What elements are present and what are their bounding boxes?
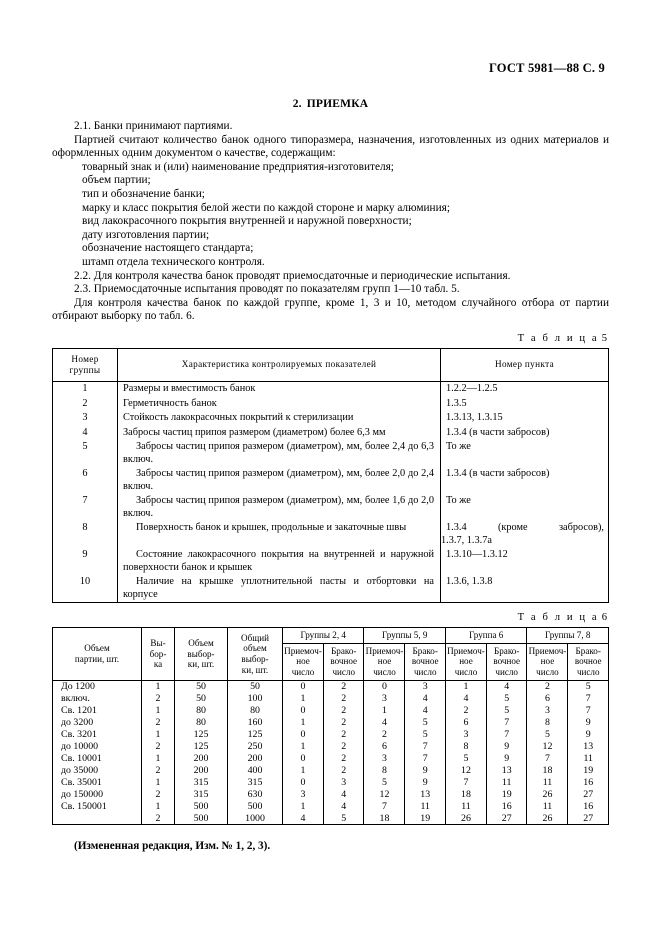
table6-cell-g78-acceptance: 11 <box>527 800 568 812</box>
paragraph-i8: штамп отдела технического контроля. <box>82 255 265 268</box>
table6-col-volume-label: Объем партии, шт. <box>53 628 142 680</box>
table5-cell-reference: То же <box>441 440 609 467</box>
paragraph-i2: объем партии; <box>82 174 151 187</box>
paragraph-p_party: Партией считают количество банок одного типоразмера, назначения, изготовленных из одних материалов и оформленных одним документом о качестве, содержащим: <box>52 133 609 160</box>
paragraph-p21: 2.1. Банки принимают партиями. <box>74 120 233 132</box>
table5-cell-characteristic: Герметичность банок <box>118 397 441 412</box>
table6-cell-g6-rejection: 16 <box>486 800 526 812</box>
table6-cell-sample-number: 2 <box>142 693 175 705</box>
table-row <box>53 494 609 521</box>
table5-cell-reference: 1.3.13, 1.3.15 <box>441 411 609 426</box>
table6-cell-g59-acceptance: 2 <box>364 729 405 741</box>
table6-cell-g59-rejection: 19 <box>405 812 445 824</box>
table6-subheader-rejection: Брако- вочное число <box>568 643 609 680</box>
table-row <box>53 741 609 753</box>
table6-cell-g59-rejection: 7 <box>405 752 445 764</box>
table5-cell-reference: То же <box>441 494 609 521</box>
table5-cell-group: 3 <box>53 411 118 426</box>
table6-cell-g6-acceptance: 8 <box>445 741 486 753</box>
table6-cell-g59-acceptance: 4 <box>364 717 405 729</box>
table6-cell-g6-rejection: 7 <box>486 717 526 729</box>
table5-cell-group: 1 <box>53 381 118 396</box>
table6-cell-g24-acceptance: 1 <box>283 800 324 812</box>
paragraph-i4: марку и класс покрытия белой жести по каждой стороне и марку алюминия; <box>82 201 450 214</box>
table5-reference-line2: 1.3.7, 1.3.7а <box>441 534 492 546</box>
table6-cell-volume: Св. 10001 <box>53 752 142 764</box>
table6-cell-g24-rejection: 2 <box>324 680 364 692</box>
table6-cell-sample-size: 80 <box>175 717 228 729</box>
table6-cell-sample-size: 500 <box>175 812 228 824</box>
table6-group-header-1: Группы 5, 9 <box>364 628 445 644</box>
table6-cell-sample-size: 50 <box>175 693 228 705</box>
table5-cell-group: 4 <box>53 426 118 441</box>
table6-cell-g24-acceptance: 1 <box>283 764 324 776</box>
table6-cell-sample-number: 1 <box>142 776 175 788</box>
table-row <box>53 411 609 426</box>
table6-cell-g24-rejection: 2 <box>324 717 364 729</box>
table6-cell-g6-acceptance: 26 <box>445 812 486 824</box>
table6-cell-g78-acceptance: 6 <box>527 693 568 705</box>
table6-subheader-acceptance: Приемоч- ное число <box>527 643 568 680</box>
table6-subheader-rejection: Брако- вочное число <box>405 643 445 680</box>
table5-head <box>53 348 609 381</box>
table6-cell-g78-acceptance: 26 <box>527 788 568 800</box>
table6-cell-g59-rejection: 5 <box>405 729 445 741</box>
table6-cell-volume: Св. 35001 <box>53 776 142 788</box>
table6-cell-total-size: 500 <box>228 800 283 812</box>
table5-cell-characteristic: Забросы частиц припоя размером (диаметром), мм, более 2,4 до 6,3 включ. <box>118 440 441 467</box>
table6-cell-g78-rejection: 13 <box>568 741 609 753</box>
table6-cell-g6-acceptance: 18 <box>445 788 486 800</box>
table6-cell-sample-size: 125 <box>175 729 228 741</box>
table6-cell-volume: до 150000 <box>53 788 142 800</box>
table6-cell-sample-size: 200 <box>175 752 228 764</box>
table6-cell-sample-number: 2 <box>142 788 175 800</box>
table6-cell-volume: Св. 1201 <box>53 705 142 717</box>
table6-cell-g6-acceptance: 5 <box>445 752 486 764</box>
table5-body <box>53 381 609 602</box>
table-row <box>53 788 609 800</box>
table6-cell-g78-rejection: 16 <box>568 800 609 812</box>
table6-cell-sample-size: 500 <box>175 800 228 812</box>
table5-cell-group: 2 <box>53 397 118 412</box>
table6-cell-volume: До 1200 <box>53 680 142 692</box>
table6-cell-g59-rejection: 3 <box>405 680 445 692</box>
table6-cell-g24-rejection: 5 <box>324 812 364 824</box>
table6-cell-g59-rejection: 13 <box>405 788 445 800</box>
table6-cell-g24-rejection: 3 <box>324 776 364 788</box>
table5-cell-reference: 1.3.10—1.3.12 <box>441 548 609 575</box>
table-5 <box>52 348 609 603</box>
table6-cell-g6-acceptance: 12 <box>445 764 486 776</box>
table5-reference-fragment: забросов), <box>558 522 604 534</box>
table-row <box>53 521 609 548</box>
table6-cell-g78-rejection: 27 <box>568 788 609 800</box>
table6-cell-sample-size: 315 <box>175 788 228 800</box>
paragraph-i1: товарный знак и (или) наименование предприятия-изготовителя; <box>82 160 394 173</box>
table6-cell-g6-acceptance: 2 <box>445 705 486 717</box>
table6-cell-g78-acceptance: 26 <box>527 812 568 824</box>
table-row <box>53 752 609 764</box>
paragraph-i6: дату изготовления партии; <box>82 228 210 241</box>
table5-caption <box>52 333 609 344</box>
table6-cell-g6-acceptance: 11 <box>445 800 486 812</box>
table6-cell-g78-acceptance: 7 <box>527 752 568 764</box>
table6-header-row-1 <box>53 628 609 644</box>
table5-cell-characteristic: Поверхность банок и крышек, продольные и закаточные швы <box>118 521 441 548</box>
table5-cell-characteristic: Наличие на крышке уплотнительной пасты и отбортовки на корпусе <box>118 575 441 603</box>
table6-cell-g78-rejection: 19 <box>568 764 609 776</box>
table-row <box>53 548 609 575</box>
table6-cell-sample-number: 2 <box>142 741 175 753</box>
table6-caption-number: 6 <box>601 612 607 624</box>
table6-cell-g59-rejection: 5 <box>405 717 445 729</box>
table6-cell-g59-rejection: 7 <box>405 741 445 753</box>
table6-cell-g6-acceptance: 1 <box>445 680 486 692</box>
table6-cell-g78-acceptance: 2 <box>527 680 568 692</box>
table6-subheader-rejection: Брако- вочное число <box>324 643 364 680</box>
table6-cell-g59-acceptance: 8 <box>364 764 405 776</box>
table5-cell-reference: 1.3.4 (в части забросов) <box>441 467 609 494</box>
table6-cell-g6-rejection: 11 <box>486 776 526 788</box>
table6-body <box>53 680 609 825</box>
paragraph-i3: тип и обозначение банки; <box>82 187 205 200</box>
table6-cell-g6-acceptance: 3 <box>445 729 486 741</box>
table6-cell-volume <box>53 812 142 824</box>
table5-cell-reference: 1.3.4 (в части забросов) <box>441 426 609 441</box>
table6-cell-g6-rejection: 4 <box>486 680 526 692</box>
table6-caption <box>52 612 609 623</box>
table6-cell-g24-rejection: 4 <box>324 788 364 800</box>
table6-cell-g78-acceptance: 5 <box>527 729 568 741</box>
table6-cell-sample-number: 1 <box>142 705 175 717</box>
table6-cell-total-size: 1000 <box>228 812 283 824</box>
table5-header-row <box>53 348 609 381</box>
table6-cell-g24-rejection: 2 <box>324 741 364 753</box>
table6-cell-g6-rejection: 13 <box>486 764 526 776</box>
table-row <box>53 467 609 494</box>
table-row <box>53 776 609 788</box>
body-text-block <box>52 120 609 324</box>
table6-cell-g6-rejection: 7 <box>486 729 526 741</box>
table6-cell-sample-number: 2 <box>142 717 175 729</box>
table6-cell-g59-acceptance: 3 <box>364 693 405 705</box>
table-row <box>53 764 609 776</box>
section-heading <box>52 98 609 110</box>
table-row <box>53 440 609 467</box>
paragraph-p_sel: Для контроля качества банок по каждой группе, кроме 1, 3 и 10, методом случайного отбора от партии отбирают выборку по табл. 6. <box>52 296 609 323</box>
table5-cell-characteristic: Стойкость лакокрасочных покрытий к стерилизации <box>118 411 441 426</box>
table6-cell-g24-rejection: 2 <box>324 693 364 705</box>
table6-cell-sample-number: 2 <box>142 764 175 776</box>
table6-col-sample-size-label: Объем выбор- ки, шт. <box>175 628 228 680</box>
table5-col-group <box>53 348 118 381</box>
table6-cell-total-size: 315 <box>228 776 283 788</box>
table6-cell-g78-acceptance: 18 <box>527 764 568 776</box>
table6-cell-g6-acceptance: 4 <box>445 693 486 705</box>
table6-cell-g6-rejection: 19 <box>486 788 526 800</box>
table6-cell-total-size: 50 <box>228 680 283 692</box>
table6-cell-g24-rejection: 4 <box>324 800 364 812</box>
table5-cell-characteristic: Забросы частиц припоя размером (диаметром), мм, более 1,6 до 2,0 включ. <box>118 494 441 521</box>
table6-cell-g78-rejection: 9 <box>568 717 609 729</box>
table6-cell-sample-number: 1 <box>142 800 175 812</box>
table6-cell-g24-rejection: 2 <box>324 729 364 741</box>
table6-cell-g6-rejection: 27 <box>486 812 526 824</box>
table6-cell-total-size: 250 <box>228 741 283 753</box>
table6-cell-g59-acceptance: 18 <box>364 812 405 824</box>
table6-cell-g59-acceptance: 0 <box>364 680 405 692</box>
table5-cell-group: 9 <box>53 548 118 575</box>
table-row <box>53 705 609 717</box>
table6-cell-g24-acceptance: 0 <box>283 729 324 741</box>
table6-cell-total-size: 160 <box>228 717 283 729</box>
table6-cell-g78-rejection: 5 <box>568 680 609 692</box>
table6-cell-g78-acceptance: 12 <box>527 741 568 753</box>
table6-cell-g6-rejection: 5 <box>486 705 526 717</box>
table6-cell-volume: Св. 150001 <box>53 800 142 812</box>
table-row <box>53 426 609 441</box>
table6-cell-g24-acceptance: 0 <box>283 752 324 764</box>
section-number: 2. <box>292 98 302 110</box>
table6-cell-g59-acceptance: 5 <box>364 776 405 788</box>
table6-subheader-acceptance: Приемоч- ное число <box>445 643 486 680</box>
table6-group-header-3: Группы 7, 8 <box>527 628 609 644</box>
table6-subheader-acceptance: Приемоч- ное число <box>283 643 324 680</box>
table-row <box>53 800 609 812</box>
table6-cell-total-size: 200 <box>228 752 283 764</box>
table-6 <box>52 627 609 825</box>
paragraph-p22: 2.2. Для контроля качества банок проводят приемосдаточные и периодические испытания. <box>74 269 511 282</box>
table6-cell-g59-rejection: 4 <box>405 693 445 705</box>
table6-cell-g78-rejection: 9 <box>568 729 609 741</box>
table6-col-total-size-label: Общий объем выбор- ки, шт. <box>228 628 283 680</box>
table-row <box>53 717 609 729</box>
table6-cell-total-size: 400 <box>228 764 283 776</box>
table6-head <box>53 628 609 680</box>
table-row <box>53 397 609 412</box>
standard-reference: ГОСТ 5981—88 С. 9 <box>488 61 605 75</box>
table6-cell-g78-rejection: 7 <box>568 693 609 705</box>
table5-cell-group: 7 <box>53 494 118 521</box>
table5-caption-label: Т а б л и ц а <box>517 332 599 344</box>
table6-cell-total-size: 125 <box>228 729 283 741</box>
table6-cell-g59-rejection: 11 <box>405 800 445 812</box>
closing-note: (Измененная редакция, Изм. № 1, 2, 3). <box>74 840 271 853</box>
table6-cell-volume: Св. 3201 <box>53 729 142 741</box>
table5-cell-reference: 1.3.6, 1.3.8 <box>441 575 609 603</box>
table5-cell-characteristic: Размеры и вместимость банок <box>118 381 441 396</box>
table5-reference-fragment: (кроме <box>497 522 528 534</box>
table-row <box>53 381 609 396</box>
table5-cell-characteristic: Состояние лакокрасочного покрытия на внутренней и наружной поверхности банок и крышек <box>118 548 441 575</box>
table5-cell-reference: 1.3.5 <box>441 397 609 412</box>
table5-reference-fragment: 1.3.4 <box>446 522 467 534</box>
table6-cell-g59-rejection: 9 <box>405 764 445 776</box>
table6-cell-g78-acceptance: 11 <box>527 776 568 788</box>
table6-cell-volume: до 3200 <box>53 717 142 729</box>
table5-col-characteristic: Характеристика контролируемых показателей <box>118 348 441 381</box>
table6-cell-g24-acceptance: 0 <box>283 705 324 717</box>
table5-col-reference: Номер пункта <box>441 348 609 381</box>
table6-cell-g59-rejection: 4 <box>405 705 445 717</box>
table6-cell-g6-acceptance: 7 <box>445 776 486 788</box>
table6-cell-sample-size: 200 <box>175 764 228 776</box>
table6-cell-g78-acceptance: 3 <box>527 705 568 717</box>
table6-cell-g6-rejection: 9 <box>486 752 526 764</box>
page-header <box>52 0 609 76</box>
table6-cell-sample-size: 80 <box>175 705 228 717</box>
table6-cell-g59-acceptance: 12 <box>364 788 405 800</box>
table5-cell-characteristic: Забросы частиц припоя размером (диаметром) более 6,3 мм <box>118 426 441 441</box>
table6-group-header-2: Группа 6 <box>445 628 526 644</box>
table6-cell-g24-acceptance: 0 <box>283 680 324 692</box>
table6-cell-g59-acceptance: 3 <box>364 752 405 764</box>
table6-cell-total-size: 80 <box>228 705 283 717</box>
table6-cell-sample-number: 2 <box>142 812 175 824</box>
table6-cell-g24-acceptance: 4 <box>283 812 324 824</box>
table6-cell-g24-acceptance: 1 <box>283 693 324 705</box>
table6-cell-sample-size: 50 <box>175 680 228 692</box>
table-row <box>53 729 609 741</box>
table6-cell-g59-acceptance: 6 <box>364 741 405 753</box>
paragraph-i5: вид лакокрасочного покрытия внутренней и наружной поверхности; <box>82 215 412 228</box>
table6-cell-total-size: 630 <box>228 788 283 800</box>
table-row <box>53 575 609 603</box>
paragraph-p23: 2.3. Приемосдаточные испытания проводят по показателям групп 1—10 табл. 5. <box>74 283 460 296</box>
table6-cell-sample-number: 1 <box>142 680 175 692</box>
table6-cell-sample-size: 315 <box>175 776 228 788</box>
table6-subheader-acceptance: Приемоч- ное число <box>364 643 405 680</box>
table5-cell-group: 6 <box>53 467 118 494</box>
table5-cell-group: 5 <box>53 440 118 467</box>
table6-cell-g59-rejection: 9 <box>405 776 445 788</box>
table5-cell-group: 8 <box>53 521 118 548</box>
table6-cell-sample-number: 1 <box>142 729 175 741</box>
table6-col-sample-number-label: Вы- бор- ка <box>142 628 175 680</box>
table6-group-header-0: Группы 2, 4 <box>283 628 364 644</box>
table5-cell-characteristic: Забросы частиц припоя размером (диаметром), мм, более 2,0 до 2,4 включ. <box>118 467 441 494</box>
table6-cell-g24-acceptance: 1 <box>283 741 324 753</box>
table6-cell-g24-rejection: 2 <box>324 752 364 764</box>
table6-cell-volume: включ. <box>53 693 142 705</box>
table5-cell-group: 10 <box>53 575 118 603</box>
table6-cell-g24-acceptance: 0 <box>283 776 324 788</box>
table5-col-group-line1: Номер <box>71 353 99 364</box>
table6-cell-g78-acceptance: 8 <box>527 717 568 729</box>
table6-cell-g24-rejection: 2 <box>324 705 364 717</box>
table6-cell-g24-acceptance: 3 <box>283 788 324 800</box>
table6-cell-g24-acceptance: 1 <box>283 717 324 729</box>
table6-cell-volume: до 35000 <box>53 764 142 776</box>
table6-caption-label: Т а б л и ц а <box>517 612 599 624</box>
table5-cell-reference: 1.2.2—1.2.5 <box>441 381 609 396</box>
table6-cell-sample-number: 1 <box>142 752 175 764</box>
paragraph-i7: обозначение настоящего стандарта; <box>82 242 254 255</box>
table-row <box>53 693 609 705</box>
table5-reference-line1 <box>446 522 604 534</box>
section-title-text: ПРИЕМКА <box>306 98 369 110</box>
table6-cell-g78-rejection: 16 <box>568 776 609 788</box>
table5-caption-number: 5 <box>601 332 607 344</box>
table-row <box>53 812 609 824</box>
table6-cell-g59-acceptance: 7 <box>364 800 405 812</box>
table-row <box>53 680 609 692</box>
table6-subheader-rejection: Брако- вочное число <box>486 643 526 680</box>
table6-cell-total-size: 100 <box>228 693 283 705</box>
table6-cell-volume: до 10000 <box>53 741 142 753</box>
table5-cell-reference <box>441 521 609 548</box>
table5-col-group-line2: группы <box>69 364 101 375</box>
table6-cell-g24-rejection: 2 <box>324 764 364 776</box>
table6-cell-g6-rejection: 9 <box>486 741 526 753</box>
table6-cell-g6-rejection: 5 <box>486 693 526 705</box>
table6-cell-sample-size: 125 <box>175 741 228 753</box>
table6-cell-g78-rejection: 11 <box>568 752 609 764</box>
table6-cell-g6-acceptance: 6 <box>445 717 486 729</box>
table6-cell-g78-rejection: 7 <box>568 705 609 717</box>
table6-cell-g59-acceptance: 1 <box>364 705 405 717</box>
table6-cell-g78-rejection: 27 <box>568 812 609 824</box>
